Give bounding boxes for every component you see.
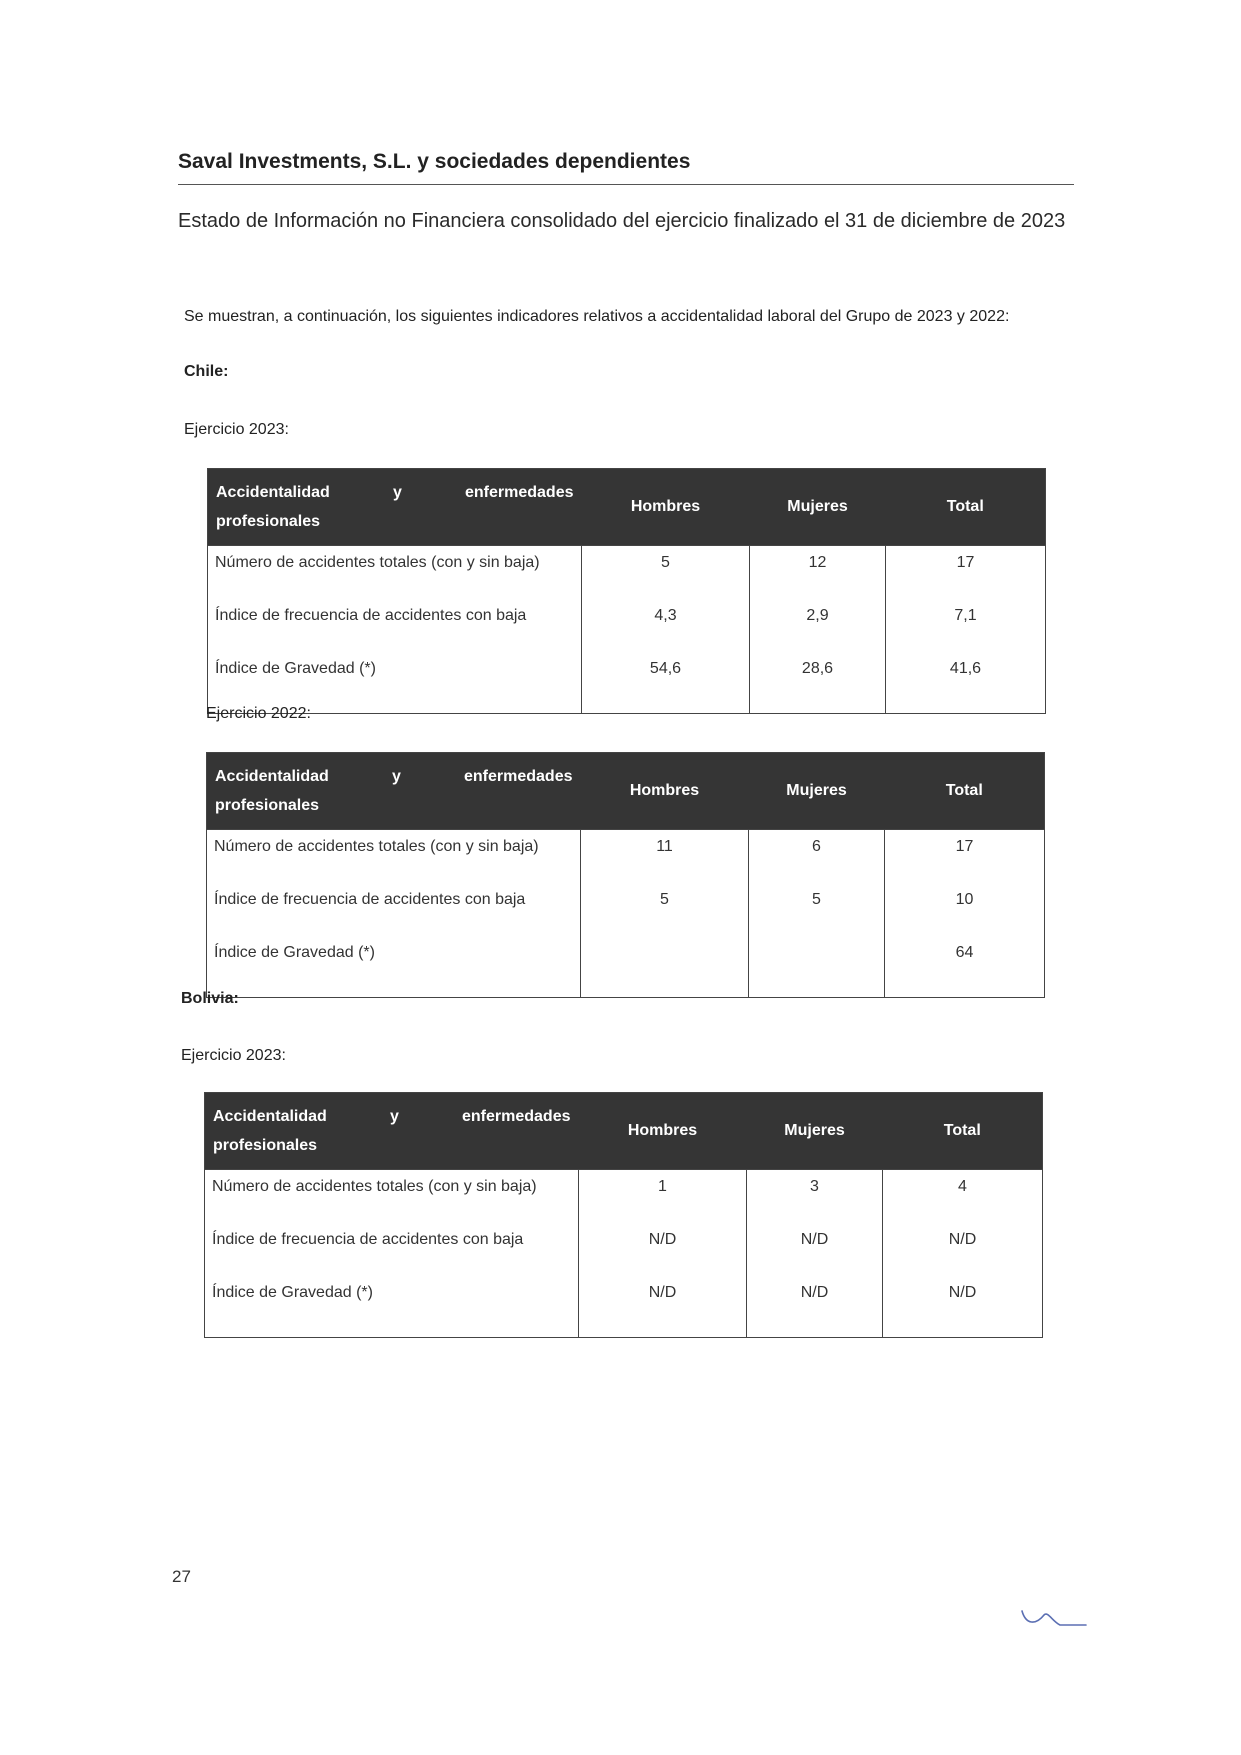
value-hombres: 5 — [581, 883, 749, 936]
value-hombres: 4,3 — [582, 599, 750, 652]
value-total: 41,6 — [886, 652, 1046, 714]
header-lead-word: y — [392, 484, 402, 501]
row-label: Índice de frecuencia de accidentes con baja — [215, 607, 527, 624]
header-total: Total — [885, 753, 1045, 830]
value-mujeres: 6 — [749, 830, 885, 884]
value-hombres: 1 — [579, 1170, 747, 1224]
table-row — [207, 883, 1045, 936]
row-label: Índice de Gravedad (*) — [214, 944, 375, 961]
header-mujeres: Mujeres — [747, 1093, 883, 1170]
header-mujeres: Mujeres — [750, 469, 886, 546]
year-label: Ejercicio 2023: — [181, 1047, 286, 1064]
header-hombres: Hombres — [581, 753, 749, 830]
header-lead-line2: profesionales — [215, 797, 320, 814]
value-total: 10 — [885, 883, 1045, 936]
header-lead-line1 — [216, 478, 574, 507]
header-lead-word: enfermedades — [462, 1108, 571, 1125]
header-total: Total — [886, 469, 1046, 546]
value-mujeres: N/D — [747, 1276, 883, 1338]
header-lead-line2: profesionales — [216, 513, 321, 530]
table-row — [205, 1223, 1043, 1276]
value-mujeres: N/D — [747, 1223, 883, 1276]
intro-paragraph: Se muestran, a continuación, los siguientes indicadores relativos a accidentalidad laboral del Grupo de 2023 y 2022: — [184, 308, 1010, 325]
value-hombres: N/D — [579, 1223, 747, 1276]
row-label: Índice de frecuencia de accidentes con baja — [214, 891, 526, 908]
header-lead-line1 — [213, 1102, 571, 1131]
value-total: 64 — [885, 936, 1045, 998]
year-label: Ejercicio 2023: — [184, 421, 289, 438]
row-label: Número de accidentes totales (con y sin baja) — [207, 830, 581, 884]
table-header-row — [205, 1093, 1043, 1170]
table-row — [208, 546, 1046, 600]
row-label: Índice de Gravedad (*) — [212, 1284, 373, 1301]
header-rule — [178, 184, 1074, 185]
header-lead-line2: profesionales — [213, 1137, 318, 1154]
table-row — [207, 830, 1045, 884]
country-heading: Chile: — [184, 363, 229, 380]
value-total: N/D — [883, 1276, 1043, 1338]
value-hombres: N/D — [579, 1276, 747, 1338]
table-row — [205, 1276, 1043, 1338]
table-header-row — [208, 469, 1046, 546]
value-total: N/D — [883, 1223, 1043, 1276]
header-lead-word: y — [391, 768, 401, 785]
table-row — [208, 599, 1046, 652]
header-hombres: Hombres — [579, 1093, 747, 1170]
page-number: 27 — [172, 1567, 191, 1586]
header-lead-word: Accidentalidad — [215, 768, 329, 785]
header-accidentalidad — [205, 1093, 579, 1170]
accident-table — [207, 468, 1046, 714]
row-label: Número de accidentes totales (con y sin baja) — [205, 1170, 579, 1224]
table-row — [205, 1170, 1043, 1224]
table-row — [207, 936, 1045, 998]
header-lead-word: Accidentalidad — [216, 484, 330, 501]
row-label: Índice de frecuencia de accidentes con baja — [212, 1231, 524, 1248]
value-mujeres: 28,6 — [750, 652, 886, 714]
value-mujeres — [749, 936, 885, 998]
year-label: Ejercicio 2022: — [206, 705, 311, 722]
value-total: 7,1 — [886, 599, 1046, 652]
table-header-row — [207, 753, 1045, 830]
country-heading: Bolivia: — [181, 990, 239, 1007]
value-hombres — [581, 936, 749, 998]
value-mujeres: 2,9 — [750, 599, 886, 652]
value-total: 17 — [886, 546, 1046, 600]
header-lead-word: y — [389, 1108, 399, 1125]
row-label: Índice de Gravedad (*) — [215, 660, 376, 677]
value-total: 17 — [885, 830, 1045, 884]
handwritten-signature — [1020, 1605, 1090, 1635]
accident-table — [204, 1092, 1043, 1338]
accident-table — [206, 752, 1045, 998]
value-mujeres: 3 — [747, 1170, 883, 1224]
value-hombres: 5 — [582, 546, 750, 600]
header-lead-word: Accidentalidad — [213, 1108, 327, 1125]
report-subtitle: Estado de Información no Financiera consolidado del ejercicio finalizado el 31 de diciembre de 2023 — [178, 210, 1066, 232]
value-hombres: 11 — [581, 830, 749, 884]
header-lead-word: enfermedades — [464, 768, 573, 785]
header-accidentalidad — [208, 469, 582, 546]
row-label: Número de accidentes totales (con y sin baja) — [208, 546, 582, 600]
value-mujeres: 5 — [749, 883, 885, 936]
company-title: Saval Investments, S.L. y sociedades dependientes — [178, 150, 691, 173]
table-row — [208, 652, 1046, 714]
header-total: Total — [883, 1093, 1043, 1170]
value-total: 4 — [883, 1170, 1043, 1224]
header-lead-word: enfermedades — [465, 484, 574, 501]
value-hombres: 54,6 — [582, 652, 750, 714]
value-mujeres: 12 — [750, 546, 886, 600]
header-hombres: Hombres — [582, 469, 750, 546]
header-accidentalidad — [207, 753, 581, 830]
header-lead-line1 — [215, 762, 573, 791]
header-mujeres: Mujeres — [749, 753, 885, 830]
